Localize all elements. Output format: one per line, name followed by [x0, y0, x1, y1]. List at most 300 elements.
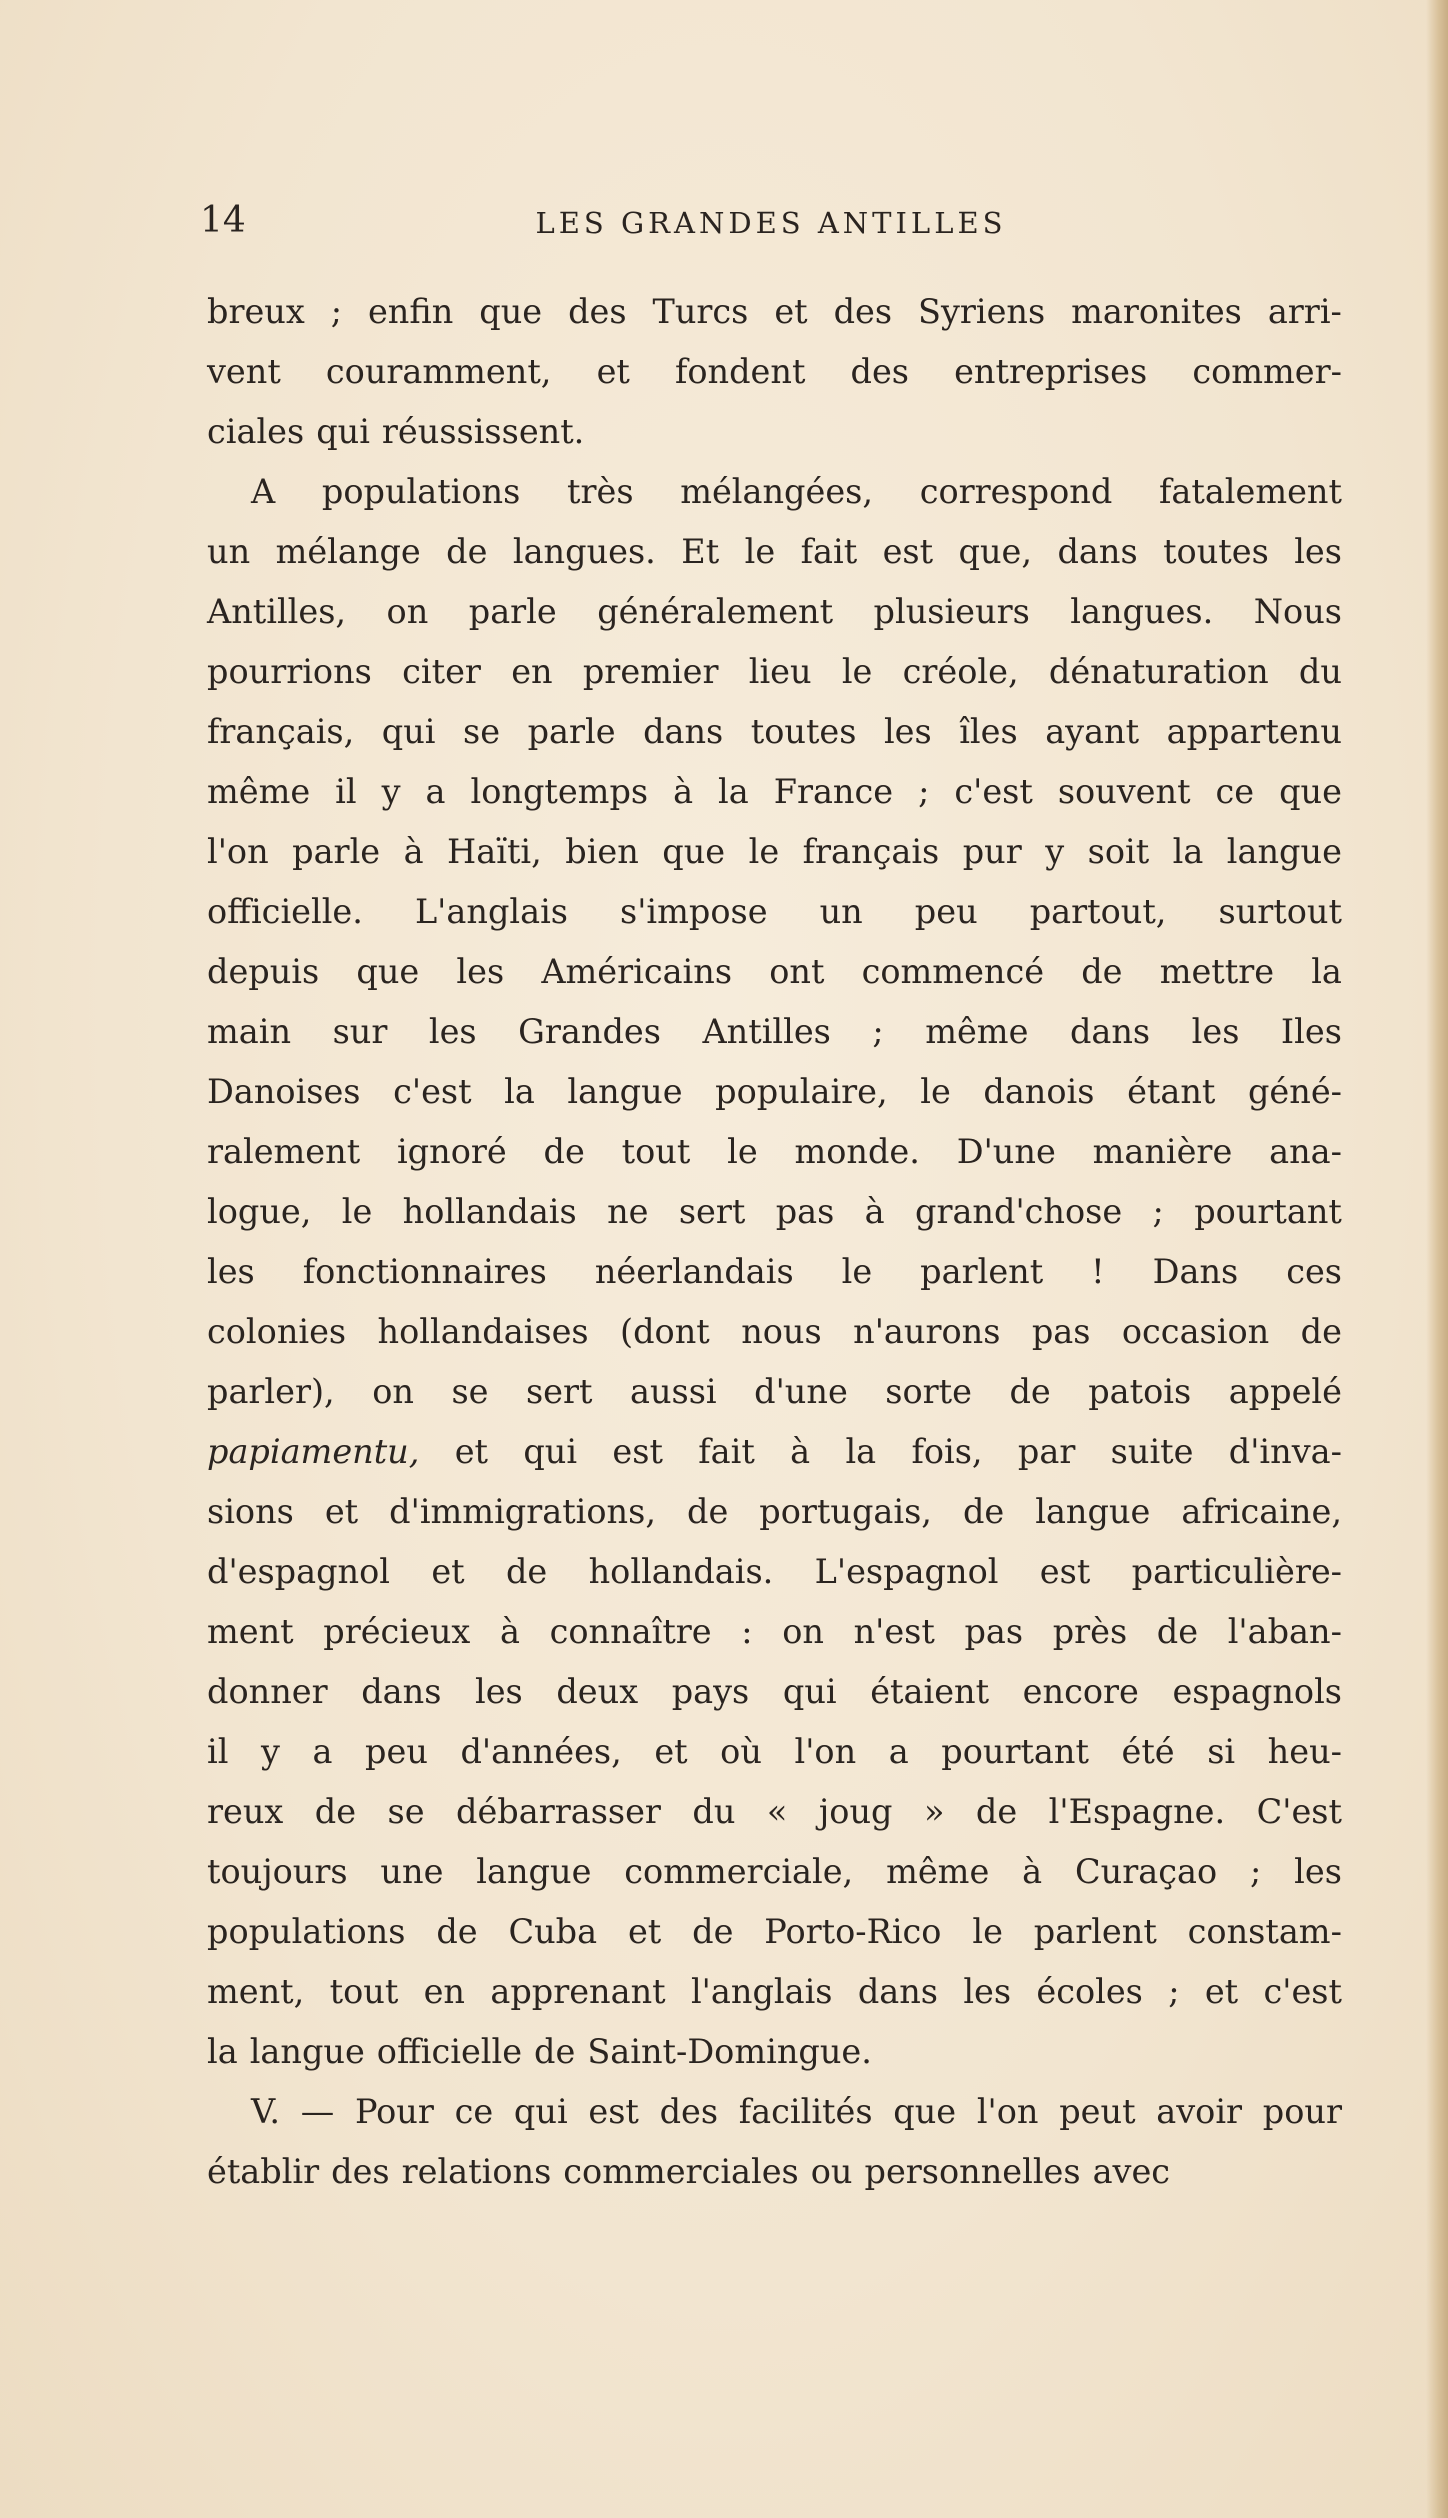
- word: à: [499, 1612, 520, 1651]
- word: C'est: [1256, 1792, 1342, 1831]
- word: se: [451, 1372, 489, 1411]
- word: y: [261, 1732, 280, 1771]
- word: ;: [330, 292, 343, 331]
- word: fonctionnaires: [302, 1252, 547, 1291]
- word: Syriens: [918, 292, 1046, 331]
- word: c'est: [954, 772, 1033, 811]
- word: ment,: [207, 1972, 305, 2011]
- word: la: [1311, 952, 1342, 991]
- word: reux: [207, 1792, 284, 1831]
- word: l'aban-: [1227, 1612, 1342, 1651]
- word: peu: [914, 892, 978, 931]
- word: a: [312, 1732, 333, 1771]
- word: d'années,: [460, 1732, 622, 1771]
- word: et: [454, 1432, 489, 1471]
- word: suite: [1110, 1432, 1194, 1471]
- word: Nous: [1253, 592, 1342, 631]
- word: grand'chose: [915, 1192, 1123, 1231]
- word: le: [972, 1912, 1003, 1951]
- word: le: [841, 1252, 873, 1291]
- word: d'inva-: [1228, 1432, 1342, 1471]
- word: se: [387, 1792, 425, 1831]
- text-line: [207, 1782, 1342, 1842]
- word: ;: [1250, 1852, 1262, 1891]
- word: D'une: [956, 1132, 1056, 1171]
- word: Haïti,: [447, 832, 542, 871]
- word: manière: [1092, 1132, 1233, 1171]
- word: hollandais: [402, 1192, 577, 1231]
- word: géné-: [1247, 1072, 1342, 1111]
- text-line: [207, 522, 1342, 582]
- word: les: [1294, 532, 1342, 571]
- word: à: [673, 772, 694, 811]
- word: les: [963, 1972, 1012, 2011]
- word: et: [431, 1552, 465, 1591]
- word: bien: [565, 832, 639, 871]
- word: que: [356, 952, 420, 991]
- word: qui: [381, 712, 436, 751]
- word: et: [774, 292, 808, 331]
- word: la: [1172, 832, 1204, 871]
- word: »: [923, 1792, 945, 1831]
- text-line: [207, 1362, 1342, 1422]
- text-line: [207, 2142, 1342, 2202]
- word: l'on: [976, 2092, 1039, 2131]
- word: dans: [643, 712, 724, 751]
- word: est: [612, 1432, 663, 1471]
- word: populations: [321, 472, 521, 511]
- word: sert: [525, 1372, 593, 1411]
- word: est: [1039, 1552, 1091, 1591]
- word: les: [883, 712, 932, 751]
- word: les: [1191, 1012, 1240, 1051]
- word: parlent: [920, 1252, 1044, 1291]
- word: fois,: [911, 1432, 983, 1471]
- word: ment: [207, 1612, 294, 1651]
- word: danois: [983, 1072, 1095, 1111]
- word: soit: [1087, 832, 1150, 871]
- word: ce: [1215, 772, 1255, 811]
- word: même: [207, 772, 311, 811]
- word: Danoises: [207, 1072, 361, 1111]
- word: officielle.: [207, 892, 363, 931]
- word: deux: [556, 1672, 639, 1711]
- text-line: [207, 1722, 1342, 1782]
- word: ;: [918, 772, 930, 811]
- word: Américains: [541, 952, 733, 991]
- word: —: [300, 2092, 335, 2131]
- word: nous: [741, 1312, 822, 1351]
- text-line: [207, 2082, 1342, 2142]
- word: c'est: [393, 1072, 472, 1111]
- text-line: [207, 1602, 1342, 1662]
- word: créole,: [902, 652, 1019, 691]
- word: des: [833, 292, 893, 331]
- word: le: [744, 532, 776, 571]
- word: fait: [800, 532, 858, 571]
- word: dénaturation: [1048, 652, 1269, 691]
- text-line: [207, 1422, 1342, 1482]
- word: pour: [1262, 2092, 1342, 2131]
- word: du: [692, 1792, 736, 1831]
- word: depuis: [207, 952, 320, 991]
- word: L'anglais: [414, 892, 568, 931]
- word: de: [1009, 1372, 1051, 1411]
- word: langues.: [1070, 592, 1214, 631]
- word: on: [372, 1372, 414, 1411]
- word: fait: [698, 1432, 755, 1471]
- word: le: [920, 1072, 951, 1111]
- word: du: [1298, 652, 1342, 691]
- word: hollandais.: [588, 1552, 774, 1591]
- word: colonies: [207, 1312, 347, 1351]
- word: réussissent.: [381, 412, 585, 451]
- word: si: [1207, 1732, 1236, 1771]
- word: la: [718, 772, 749, 811]
- word: même: [925, 1012, 1029, 1051]
- word: et: [627, 1912, 662, 1951]
- word: sert: [678, 1192, 746, 1231]
- word: dans: [1069, 1012, 1151, 1051]
- word: constam-: [1187, 1912, 1342, 1951]
- word: le: [748, 832, 780, 871]
- word: et: [654, 1732, 688, 1771]
- word: couramment,: [325, 352, 552, 391]
- word: heu-: [1267, 1732, 1342, 1771]
- word: toujours: [207, 1852, 348, 1891]
- word: de: [446, 532, 488, 571]
- word: ana-: [1269, 1132, 1342, 1171]
- word: ;: [872, 1012, 884, 1051]
- word: un: [207, 532, 251, 571]
- word: de: [505, 1552, 548, 1591]
- word: et: [1204, 1972, 1239, 2011]
- word: il: [335, 772, 357, 811]
- word: écoles: [1036, 1972, 1143, 2011]
- word: français,: [207, 712, 355, 751]
- word: monde.: [794, 1132, 920, 1171]
- word: pourtant: [941, 1732, 1089, 1771]
- word: de: [543, 1132, 585, 1171]
- word: étant: [1127, 1072, 1216, 1111]
- text-line: [207, 1242, 1342, 1302]
- word: s'impose: [620, 892, 768, 931]
- word: c'est: [1263, 1972, 1342, 2011]
- word: langue: [1035, 1492, 1151, 1531]
- word: occasion: [1121, 1312, 1270, 1351]
- word: l'Espagne.: [1048, 1792, 1226, 1831]
- word: des: [850, 352, 909, 391]
- word: à: [1022, 1852, 1043, 1891]
- word: fondent: [674, 352, 806, 391]
- word: peu: [365, 1732, 428, 1771]
- text-line: [207, 582, 1342, 642]
- word: il: [207, 1732, 229, 1771]
- word: hollandaises: [377, 1312, 589, 1351]
- word: une: [380, 1852, 444, 1891]
- word: se: [463, 712, 501, 751]
- word: (dont: [620, 1312, 710, 1351]
- word: parler),: [207, 1372, 335, 1411]
- word: espagnols: [1172, 1672, 1342, 1711]
- word: ignoré: [396, 1132, 507, 1171]
- word: le: [727, 1132, 758, 1171]
- word: et: [324, 1492, 359, 1531]
- word: logue,: [207, 1192, 312, 1231]
- word: de: [962, 1492, 1005, 1531]
- text-line: [207, 342, 1342, 402]
- page-edge-shadow: [1426, 0, 1448, 2518]
- word: commer-: [1192, 352, 1342, 391]
- word: la: [504, 1072, 535, 1111]
- text-line: [207, 282, 1342, 342]
- word: personnelles: [864, 2152, 1081, 2191]
- text-line: [207, 1062, 1342, 1122]
- word: entreprises: [954, 352, 1148, 391]
- word: patois: [1088, 1372, 1192, 1411]
- word: sur: [332, 1012, 388, 1051]
- text-line: [207, 2022, 1342, 2082]
- word: pas: [1031, 1312, 1091, 1351]
- word: établir: [207, 2152, 320, 2191]
- word: langue: [476, 1852, 592, 1891]
- word: peut: [1059, 2092, 1136, 2131]
- word: longtemps: [470, 772, 649, 811]
- word: de: [534, 2032, 576, 2071]
- word: arri-: [1267, 292, 1342, 331]
- word: sorte: [885, 1372, 972, 1411]
- word: ;: [1152, 1192, 1164, 1231]
- word: les: [475, 1672, 523, 1711]
- word: étaient: [870, 1672, 990, 1711]
- word: un: [819, 892, 863, 931]
- word: de: [1081, 952, 1123, 991]
- word: africaine,: [1181, 1492, 1342, 1531]
- word: ne: [607, 1192, 649, 1231]
- word: vent: [207, 352, 281, 391]
- word: d'une: [754, 1372, 848, 1411]
- word: encore: [1022, 1672, 1139, 1711]
- word: plusieurs: [873, 592, 1030, 631]
- word: français: [802, 832, 940, 871]
- word: que: [893, 2092, 957, 2131]
- word: le: [841, 652, 873, 691]
- word: populaire,: [715, 1072, 888, 1111]
- word: des: [331, 2152, 390, 2191]
- word: ont: [769, 952, 825, 991]
- word: on: [386, 592, 429, 631]
- word: correspond: [919, 472, 1113, 511]
- text-line: [207, 882, 1342, 942]
- word: les: [428, 1012, 477, 1051]
- word: fatalement: [1158, 472, 1342, 511]
- word: appartenu: [1166, 712, 1342, 751]
- word: mélange: [275, 532, 421, 571]
- word: parle: [527, 712, 616, 751]
- word: A: [251, 472, 276, 511]
- word: donner: [207, 1672, 328, 1711]
- text-line: [207, 762, 1342, 822]
- word: a: [425, 772, 446, 811]
- text-line: [207, 1542, 1342, 1602]
- word: ralement: [207, 1132, 361, 1171]
- word: Cuba: [508, 1912, 598, 1951]
- word: parle: [468, 592, 557, 631]
- word: de: [975, 1792, 1018, 1831]
- word: qui: [523, 1432, 578, 1471]
- word: Antilles: [702, 1012, 831, 1051]
- word: main: [207, 1012, 292, 1051]
- word: en: [511, 652, 553, 691]
- word: les: [1294, 1852, 1342, 1891]
- word: toutes: [1163, 532, 1269, 571]
- text-line: [207, 822, 1342, 882]
- word: précieux: [323, 1612, 471, 1651]
- word: n'aurons: [853, 1312, 1001, 1351]
- word: très: [567, 472, 634, 511]
- word: qui: [782, 1672, 837, 1711]
- word: tout: [621, 1132, 691, 1171]
- word: langue: [249, 2032, 365, 2071]
- word: Porto-Rico: [764, 1912, 942, 1951]
- word: de: [687, 1492, 729, 1531]
- word: commerciale,: [624, 1852, 854, 1891]
- text-line: [207, 1122, 1342, 1182]
- word: partout,: [1029, 892, 1167, 931]
- word: avec: [1092, 2152, 1171, 2191]
- word: par: [1017, 1432, 1076, 1471]
- word: Antilles,: [207, 592, 347, 631]
- word: ces: [1286, 1252, 1342, 1291]
- text-line: [207, 1962, 1342, 2022]
- word: ciales: [207, 412, 305, 451]
- word: parle: [292, 832, 381, 871]
- word: que: [479, 292, 543, 331]
- page-number: 14: [200, 200, 246, 241]
- word: souvent: [1057, 772, 1191, 811]
- word: tout: [329, 1972, 399, 2011]
- word: ce: [454, 2092, 494, 2131]
- word: îles: [959, 712, 1018, 751]
- word: pourtant: [1194, 1192, 1342, 1231]
- text-line: [207, 402, 1342, 462]
- word: maronites: [1071, 292, 1242, 331]
- word: L'espagnol: [814, 1552, 999, 1591]
- word: papiamentu,: [207, 1432, 420, 1471]
- body-text: [207, 282, 1342, 2202]
- word: néerlandais: [594, 1252, 794, 1291]
- word: mettre: [1159, 952, 1275, 991]
- text-line: [207, 642, 1342, 702]
- word: des: [568, 292, 627, 331]
- word: Curaçao: [1075, 1852, 1218, 1891]
- word: d'immigrations,: [389, 1492, 656, 1531]
- word: connaître: [549, 1612, 712, 1651]
- word: sions: [207, 1492, 294, 1531]
- word: !: [1091, 1252, 1105, 1291]
- word: langue: [567, 1072, 683, 1111]
- word: de: [692, 1912, 734, 1951]
- word: relations: [401, 2152, 552, 2191]
- word: breux: [207, 292, 305, 331]
- word: officielle: [376, 2032, 523, 2071]
- word: y: [1045, 832, 1065, 871]
- word: où: [720, 1732, 762, 1771]
- word: d'espagnol: [207, 1552, 390, 1591]
- word: Iles: [1280, 1012, 1342, 1051]
- word: de: [314, 1792, 357, 1831]
- word: y: [381, 772, 401, 811]
- word: de: [1300, 1312, 1342, 1351]
- word: dans: [1057, 532, 1138, 571]
- word: ou: [810, 2152, 853, 2191]
- word: :: [741, 1612, 753, 1651]
- word: mélangées,: [680, 472, 873, 511]
- word: que: [1279, 772, 1342, 811]
- word: lieu: [748, 652, 812, 691]
- word: n'est: [853, 1612, 935, 1651]
- word: les: [456, 952, 505, 991]
- word: Grandes: [518, 1012, 661, 1051]
- word: à: [864, 1192, 885, 1231]
- word: langues.: [512, 532, 656, 571]
- text-line: [207, 1302, 1342, 1362]
- word: premier: [582, 652, 719, 691]
- word: enfin: [367, 292, 454, 331]
- word: langue: [1226, 832, 1342, 871]
- word: dans: [857, 1972, 938, 2011]
- word: surtout: [1218, 892, 1342, 931]
- running-title: LES GRANDES ANTILLES: [535, 206, 1007, 240]
- text-line: [207, 1182, 1342, 1242]
- word: de: [1156, 1612, 1199, 1651]
- word: dans: [361, 1672, 442, 1711]
- word: France: [773, 772, 894, 811]
- word: été: [1121, 1732, 1175, 1771]
- word: est: [882, 532, 934, 571]
- word: particulière-: [1131, 1552, 1342, 1591]
- word: parlent: [1033, 1912, 1157, 1951]
- word: pur: [962, 832, 1022, 871]
- word: la: [845, 1432, 877, 1471]
- word: appelé: [1228, 1372, 1342, 1411]
- word: commerciales: [563, 2152, 799, 2191]
- word: qui: [316, 412, 370, 451]
- word: l'anglais: [690, 1972, 833, 2011]
- word: l'on: [207, 832, 269, 871]
- word: «: [766, 1792, 788, 1831]
- text-line: [207, 462, 1342, 522]
- word: facilités: [738, 2092, 873, 2131]
- word: généralement: [597, 592, 834, 631]
- word: à: [403, 832, 424, 871]
- word: les: [207, 1252, 255, 1291]
- word: la: [207, 2032, 238, 2071]
- text-line: [207, 1662, 1342, 1722]
- word: apprenant: [490, 1972, 666, 2011]
- text-line: [207, 702, 1342, 762]
- page-header: [200, 200, 1342, 260]
- word: joug: [818, 1792, 893, 1831]
- word: le: [341, 1192, 373, 1231]
- word: que: [662, 832, 726, 871]
- text-line: [207, 942, 1342, 1002]
- text-line: [207, 1482, 1342, 1542]
- word: avoir: [1156, 2092, 1243, 2131]
- word: de: [436, 1912, 478, 1951]
- word: pas: [775, 1192, 835, 1231]
- word: et: [596, 352, 630, 391]
